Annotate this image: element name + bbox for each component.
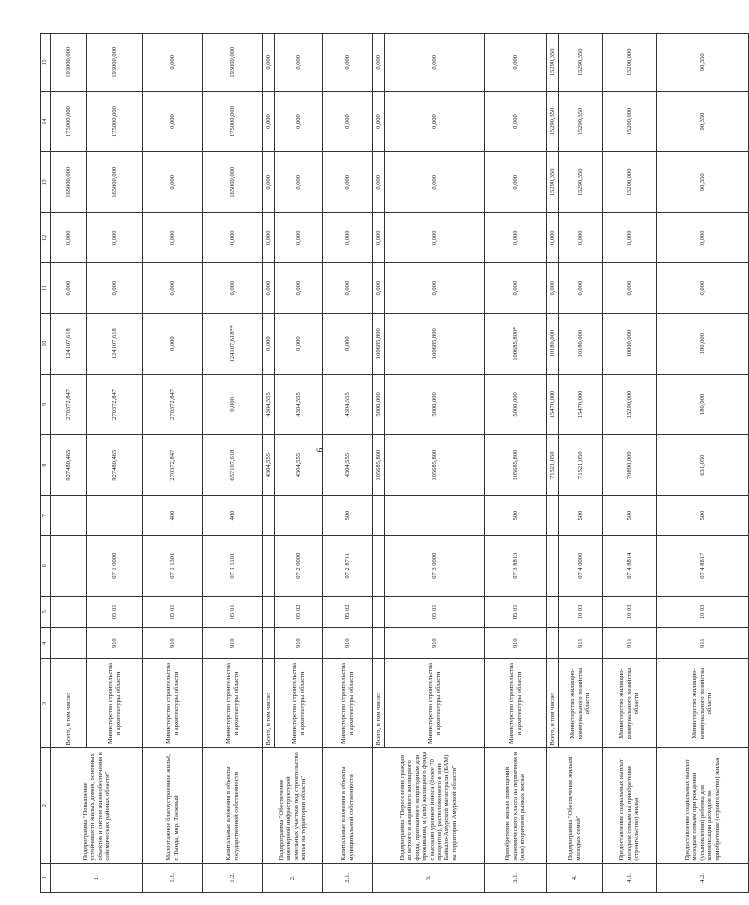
table-cell: 911	[657, 628, 749, 659]
table-cell: 4304,555	[323, 435, 373, 496]
column-number: 15	[41, 34, 51, 92]
table-cell: 193000,000	[87, 34, 143, 92]
table-cell: 4304,555	[323, 374, 373, 435]
column-number: 5	[41, 596, 51, 627]
table-cell: 07 1 1301	[143, 535, 203, 596]
table-cell: 910	[275, 628, 323, 659]
table-cell: 165000,000	[51, 152, 87, 213]
table-cell: 15290,350	[547, 152, 559, 213]
table-cell: 927480,465	[51, 435, 87, 496]
column-number: 6	[41, 535, 51, 596]
table-cell: 0,000	[373, 34, 385, 92]
header-row	[41, 34, 51, 893]
table-cell: 0,000	[203, 213, 263, 263]
table-cell: 15470,000	[559, 374, 603, 435]
table-cell: 71521,050	[559, 435, 603, 496]
column-number: 3	[41, 659, 51, 748]
rotated-table-container	[40, 33, 721, 893]
table-cell: Предоставление социальных выплат молодым семьям на приобретение (строительство) жилья	[603, 748, 657, 863]
table-cell	[547, 628, 559, 659]
table-cell: 4304,555	[275, 374, 323, 435]
table-cell: 05 02	[275, 596, 323, 627]
table-cell: 0,000	[87, 213, 143, 263]
table-cell: 270372,847	[143, 374, 203, 435]
table-cell: 90,350	[657, 91, 749, 152]
table-cell: 175000,000	[51, 91, 87, 152]
column-number: 8	[41, 435, 51, 496]
table-cell: 175000,000	[203, 91, 263, 152]
table-cell: 0,000	[263, 263, 275, 313]
table-cell: 15290,000	[603, 374, 657, 435]
table-cell: 0,000	[143, 313, 203, 374]
table-cell: 500	[323, 496, 373, 536]
table-cell: 07 3 8813	[485, 535, 547, 596]
table-cell	[51, 496, 87, 536]
table-cell: Подпрограмма "Обеспечение инженерной инфраструктурой земельных участков под строительство жилья на территории области"	[263, 748, 323, 863]
table-cell: 05 01	[485, 596, 547, 627]
table-cell: 105685,800	[385, 435, 485, 496]
table-cell: 500	[559, 496, 603, 536]
table-cell: Министерство строительства и архитектуры области	[203, 659, 263, 748]
table-cell: 0,000	[143, 152, 203, 213]
table-cell	[385, 496, 485, 536]
table-cell: 0,000	[263, 152, 275, 213]
table-cell: 0,000	[559, 263, 603, 313]
table-cell	[547, 535, 559, 596]
table-cell: 10180,000	[559, 313, 603, 374]
table-cell: 911	[603, 628, 657, 659]
table-cell: 124107,618**	[203, 313, 263, 374]
table-cell: 910	[385, 628, 485, 659]
table-cell: 0,000	[275, 34, 323, 92]
table-cell: 0,000	[275, 152, 323, 213]
table-cell: 0,000	[263, 313, 275, 374]
table-cell: 400	[143, 496, 203, 536]
table-cell: Министерство строительства и архитектуры области	[143, 659, 203, 748]
table-cell: 4.2.	[657, 863, 749, 892]
table-cell: Всего, в том числе:	[373, 659, 385, 748]
table-cell: 0,000	[485, 152, 547, 213]
table-cell: 4304,555	[275, 435, 323, 496]
table-cell: 0,000	[275, 263, 323, 313]
page-number: 9	[314, 447, 325, 453]
table-row	[485, 34, 547, 893]
table-row	[143, 34, 203, 893]
table-cell: 124107,618	[87, 313, 143, 374]
table-cell	[51, 628, 87, 659]
table-cell: 910	[87, 628, 143, 659]
table-row	[263, 34, 275, 893]
table-cell: 0,000	[323, 263, 373, 313]
table-cell: 0,000	[385, 34, 485, 92]
table-cell: Всего, в том числе:	[263, 659, 275, 748]
column-number: 13	[41, 152, 51, 213]
table-cell: 500	[657, 496, 749, 536]
table-cell: 0,000	[373, 91, 385, 152]
table-cell: 0,000	[51, 213, 87, 263]
table-cell: 0,000	[323, 34, 373, 92]
table-cell: 71521,050	[547, 435, 559, 496]
table-cell: 0,000	[559, 213, 603, 263]
table-cell	[263, 628, 275, 659]
table-cell: 05 01	[143, 596, 203, 627]
column-number: 9	[41, 374, 51, 435]
table-cell: 07 4 0000	[559, 535, 603, 596]
table-cell: Всего, в том числе:	[547, 659, 559, 748]
table-cell: 05 02	[323, 596, 373, 627]
table-cell: 3.	[373, 863, 485, 892]
table-cell: 15290,350	[559, 152, 603, 213]
table-cell: 10000,000	[603, 313, 657, 374]
table-cell: 0,000	[373, 263, 385, 313]
table-cell: 1.1.	[143, 863, 203, 892]
table-cell: 0,000	[51, 263, 87, 313]
table-cell: 270372,847	[87, 374, 143, 435]
table-cell: 165000,000	[203, 152, 263, 213]
table-row	[657, 34, 749, 893]
table-cell: Министерство жилищно-коммунального хозяйства области	[603, 659, 657, 748]
table-cell: 4304,555	[263, 435, 275, 496]
table-cell: 0,000	[323, 313, 373, 374]
table-cell: 07 2 0000	[275, 535, 323, 596]
table-cell: 0,000	[485, 263, 547, 313]
table-cell: 0,000	[385, 91, 485, 152]
table-cell: 910	[485, 628, 547, 659]
table-cell: 100685,800*	[485, 313, 547, 374]
table-cell: 165000,000	[87, 152, 143, 213]
table-cell: 15290,350	[547, 34, 559, 92]
column-number: 12	[41, 213, 51, 263]
table-cell: 07 3 0000	[385, 535, 485, 596]
table-row	[373, 34, 385, 893]
table-cell	[373, 535, 385, 596]
table-cell: Приобретение жилых помещений экономического класса на первичном и (или) вторичном рынках жилья	[485, 748, 547, 863]
budget-table	[40, 33, 749, 893]
table-cell: Подпрограмма "Переселение граждан из ветхого и аварийного жилищного фонда, признанного непригодным для проживания, и (или) жилищного фонда с высоким уровнем износа (более 70 процентов), расположенного в зоне Байкало-Амурской магистрали (БАМ) на территории Амурской области"	[373, 748, 485, 863]
table-cell	[263, 596, 275, 627]
table-cell: 2.	[263, 863, 323, 892]
table-cell: 5000,000	[385, 374, 485, 435]
table-cell: 0,000	[143, 34, 203, 92]
table-cell: Министерство строительства и архитектуры области	[485, 659, 547, 748]
table-cell: 15200,000	[603, 34, 657, 92]
table-cell: Подпрограмма "Повышение устойчивости жилых домов, основных объектов и систем жизнеобеспечения в сейсмических районах области"	[51, 748, 143, 863]
table-cell: 05 01	[87, 596, 143, 627]
table-cell: Министерство жилищно-коммунального хозяйства области	[657, 659, 749, 748]
table-cell: 0,000	[275, 313, 323, 374]
table-cell: 0,000	[263, 91, 275, 152]
table-cell: Капитальные вложения в объекты муниципальной собственности	[323, 748, 373, 863]
table-cell: 105685,800	[485, 435, 547, 496]
table-cell: 193000,000	[51, 34, 87, 92]
table-cell	[263, 535, 275, 596]
table-cell: 0,000	[263, 34, 275, 92]
table-row	[547, 34, 559, 893]
table-cell	[87, 496, 143, 536]
table-cell: 0,000	[385, 152, 485, 213]
table-cell: 0,000	[263, 213, 275, 263]
table-cell: Капитальные вложения в объекты государственной собственности	[203, 748, 263, 863]
table-cell: 0,000	[275, 91, 323, 152]
table-cell: 10 03	[603, 596, 657, 627]
table-cell: 07 1 0000	[87, 535, 143, 596]
table-cell: 105685,800	[373, 435, 385, 496]
table-cell: 0,000	[323, 213, 373, 263]
table-cell: Министерство строительства и архитектуры области	[87, 659, 143, 748]
table-cell: 910	[323, 628, 373, 659]
table-cell: Министерство строительства и архитектуры области	[275, 659, 323, 748]
table-cell: 100685,800	[385, 313, 485, 374]
table-cell: 0,000	[87, 263, 143, 313]
table-cell: 05 01	[385, 596, 485, 627]
table-cell: 5000,000	[373, 374, 385, 435]
table-cell: 270372,847	[51, 374, 87, 435]
table-cell: 1.2.	[203, 863, 263, 892]
table-cell: Малоэтажное благоустроенное жильё, г. Тында, мкр. Таежный	[143, 748, 203, 863]
table-cell: 4.	[547, 863, 603, 892]
table-cell: 10 03	[559, 596, 603, 627]
table-cell: 175000,000	[87, 91, 143, 152]
table-cell: 500	[603, 496, 657, 536]
table-cell: 15470,000	[547, 374, 559, 435]
column-number: 11	[41, 263, 51, 313]
table-cell: 07 2 8711	[323, 535, 373, 596]
table-cell: 0,000	[603, 263, 657, 313]
table-cell: 910	[143, 628, 203, 659]
table-cell	[373, 628, 385, 659]
table-cell: Всего, в том числе:	[51, 659, 87, 748]
table-row	[51, 34, 87, 893]
table-cell: 0,000	[485, 91, 547, 152]
table-cell: 3.1.	[485, 863, 547, 892]
table-cell: 0,000	[603, 213, 657, 263]
table-cell: 2.1.	[323, 863, 373, 892]
table-cell: 70890,000	[603, 435, 657, 496]
table-cell: 193000,000	[203, 34, 263, 92]
table-cell: 0,000	[143, 91, 203, 152]
table-cell: 0,000	[385, 263, 485, 313]
table-cell: 0,000	[547, 263, 559, 313]
table-cell: 400	[203, 496, 263, 536]
table-cell: 0,000	[657, 263, 749, 313]
table-cell: 15290,350	[559, 34, 603, 92]
table-row	[603, 34, 657, 893]
table-cell: 1.	[51, 863, 143, 892]
table-cell: 15200,000	[603, 152, 657, 213]
table-cell: 07 1 1101	[203, 535, 263, 596]
table-cell: 910	[203, 628, 263, 659]
table-cell: 0,000	[143, 263, 203, 313]
table-cell: 90,350	[657, 152, 749, 213]
table-cell: 0,000	[657, 213, 749, 263]
table-cell: 631,050	[657, 435, 749, 496]
table-cell: 180,000	[657, 313, 749, 374]
table-cell: 0,000	[203, 263, 263, 313]
table-cell: 0,000	[323, 91, 373, 152]
column-number: 7	[41, 496, 51, 536]
table-cell: 0,000	[485, 213, 547, 263]
table-cell: 0,000	[323, 152, 373, 213]
table-cell: 5000,000	[485, 374, 547, 435]
table-cell: 927480,465	[87, 435, 143, 496]
table-cell	[373, 496, 385, 536]
table-cell: Министерство жилищно-коммунального хозяйства области	[559, 659, 603, 748]
table-cell: 15200,000	[603, 91, 657, 152]
table-cell: 0,000	[203, 374, 263, 435]
table-cell: 270372,847	[143, 435, 203, 496]
table-cell: 10180,000	[547, 313, 559, 374]
table-cell: 90,350	[657, 34, 749, 92]
table-cell: 0,000	[275, 213, 323, 263]
table-cell: 15290,350	[547, 91, 559, 152]
table-cell: 4.1.	[603, 863, 657, 892]
table-cell: 05 01	[203, 596, 263, 627]
table-cell: Министерство строительства и архитектуры области	[323, 659, 373, 748]
table-cell: 124107,618	[51, 313, 87, 374]
table-cell: 0,000	[547, 213, 559, 263]
table-cell	[373, 596, 385, 627]
table-cell: Министерство строительства и архитектуры области	[385, 659, 485, 748]
table-cell: 4304,555	[263, 374, 275, 435]
table-cell: Предоставление социальных выплат молодым семьям при рождении (усыновлении) ребенка для компенсации расходов на приобретение (строительство) жилья	[657, 748, 749, 863]
table-cell: 0,000	[143, 213, 203, 263]
column-number: 4	[41, 628, 51, 659]
table-cell: Подпрограмма "Обеспечение жильем молодых семей"	[547, 748, 603, 863]
table-cell: 0,000	[385, 213, 485, 263]
table-cell: 0,000	[373, 213, 385, 263]
table-cell: 0,000	[485, 34, 547, 92]
table-cell	[263, 496, 275, 536]
table-cell	[547, 496, 559, 536]
column-number: 10	[41, 313, 51, 374]
column-number: 2	[41, 748, 51, 863]
table-cell: 657107,618	[203, 435, 263, 496]
table-row	[203, 34, 263, 893]
table-cell: 0,000	[373, 152, 385, 213]
table-cell: 07 4 8814	[603, 535, 657, 596]
table-row	[323, 34, 373, 893]
table-cell: 100685,800	[373, 313, 385, 374]
table-cell: 15290,350	[559, 91, 603, 152]
table-cell: 10 03	[657, 596, 749, 627]
table-cell: 180,000	[657, 374, 749, 435]
table-cell	[51, 596, 87, 627]
table-cell	[275, 496, 323, 536]
table-cell: 500	[485, 496, 547, 536]
table-cell	[51, 535, 87, 596]
column-number: 14	[41, 91, 51, 152]
column-number: 1	[41, 863, 51, 892]
table-cell: 911	[559, 628, 603, 659]
table-cell	[547, 596, 559, 627]
table-cell: 07 4 8817	[657, 535, 749, 596]
